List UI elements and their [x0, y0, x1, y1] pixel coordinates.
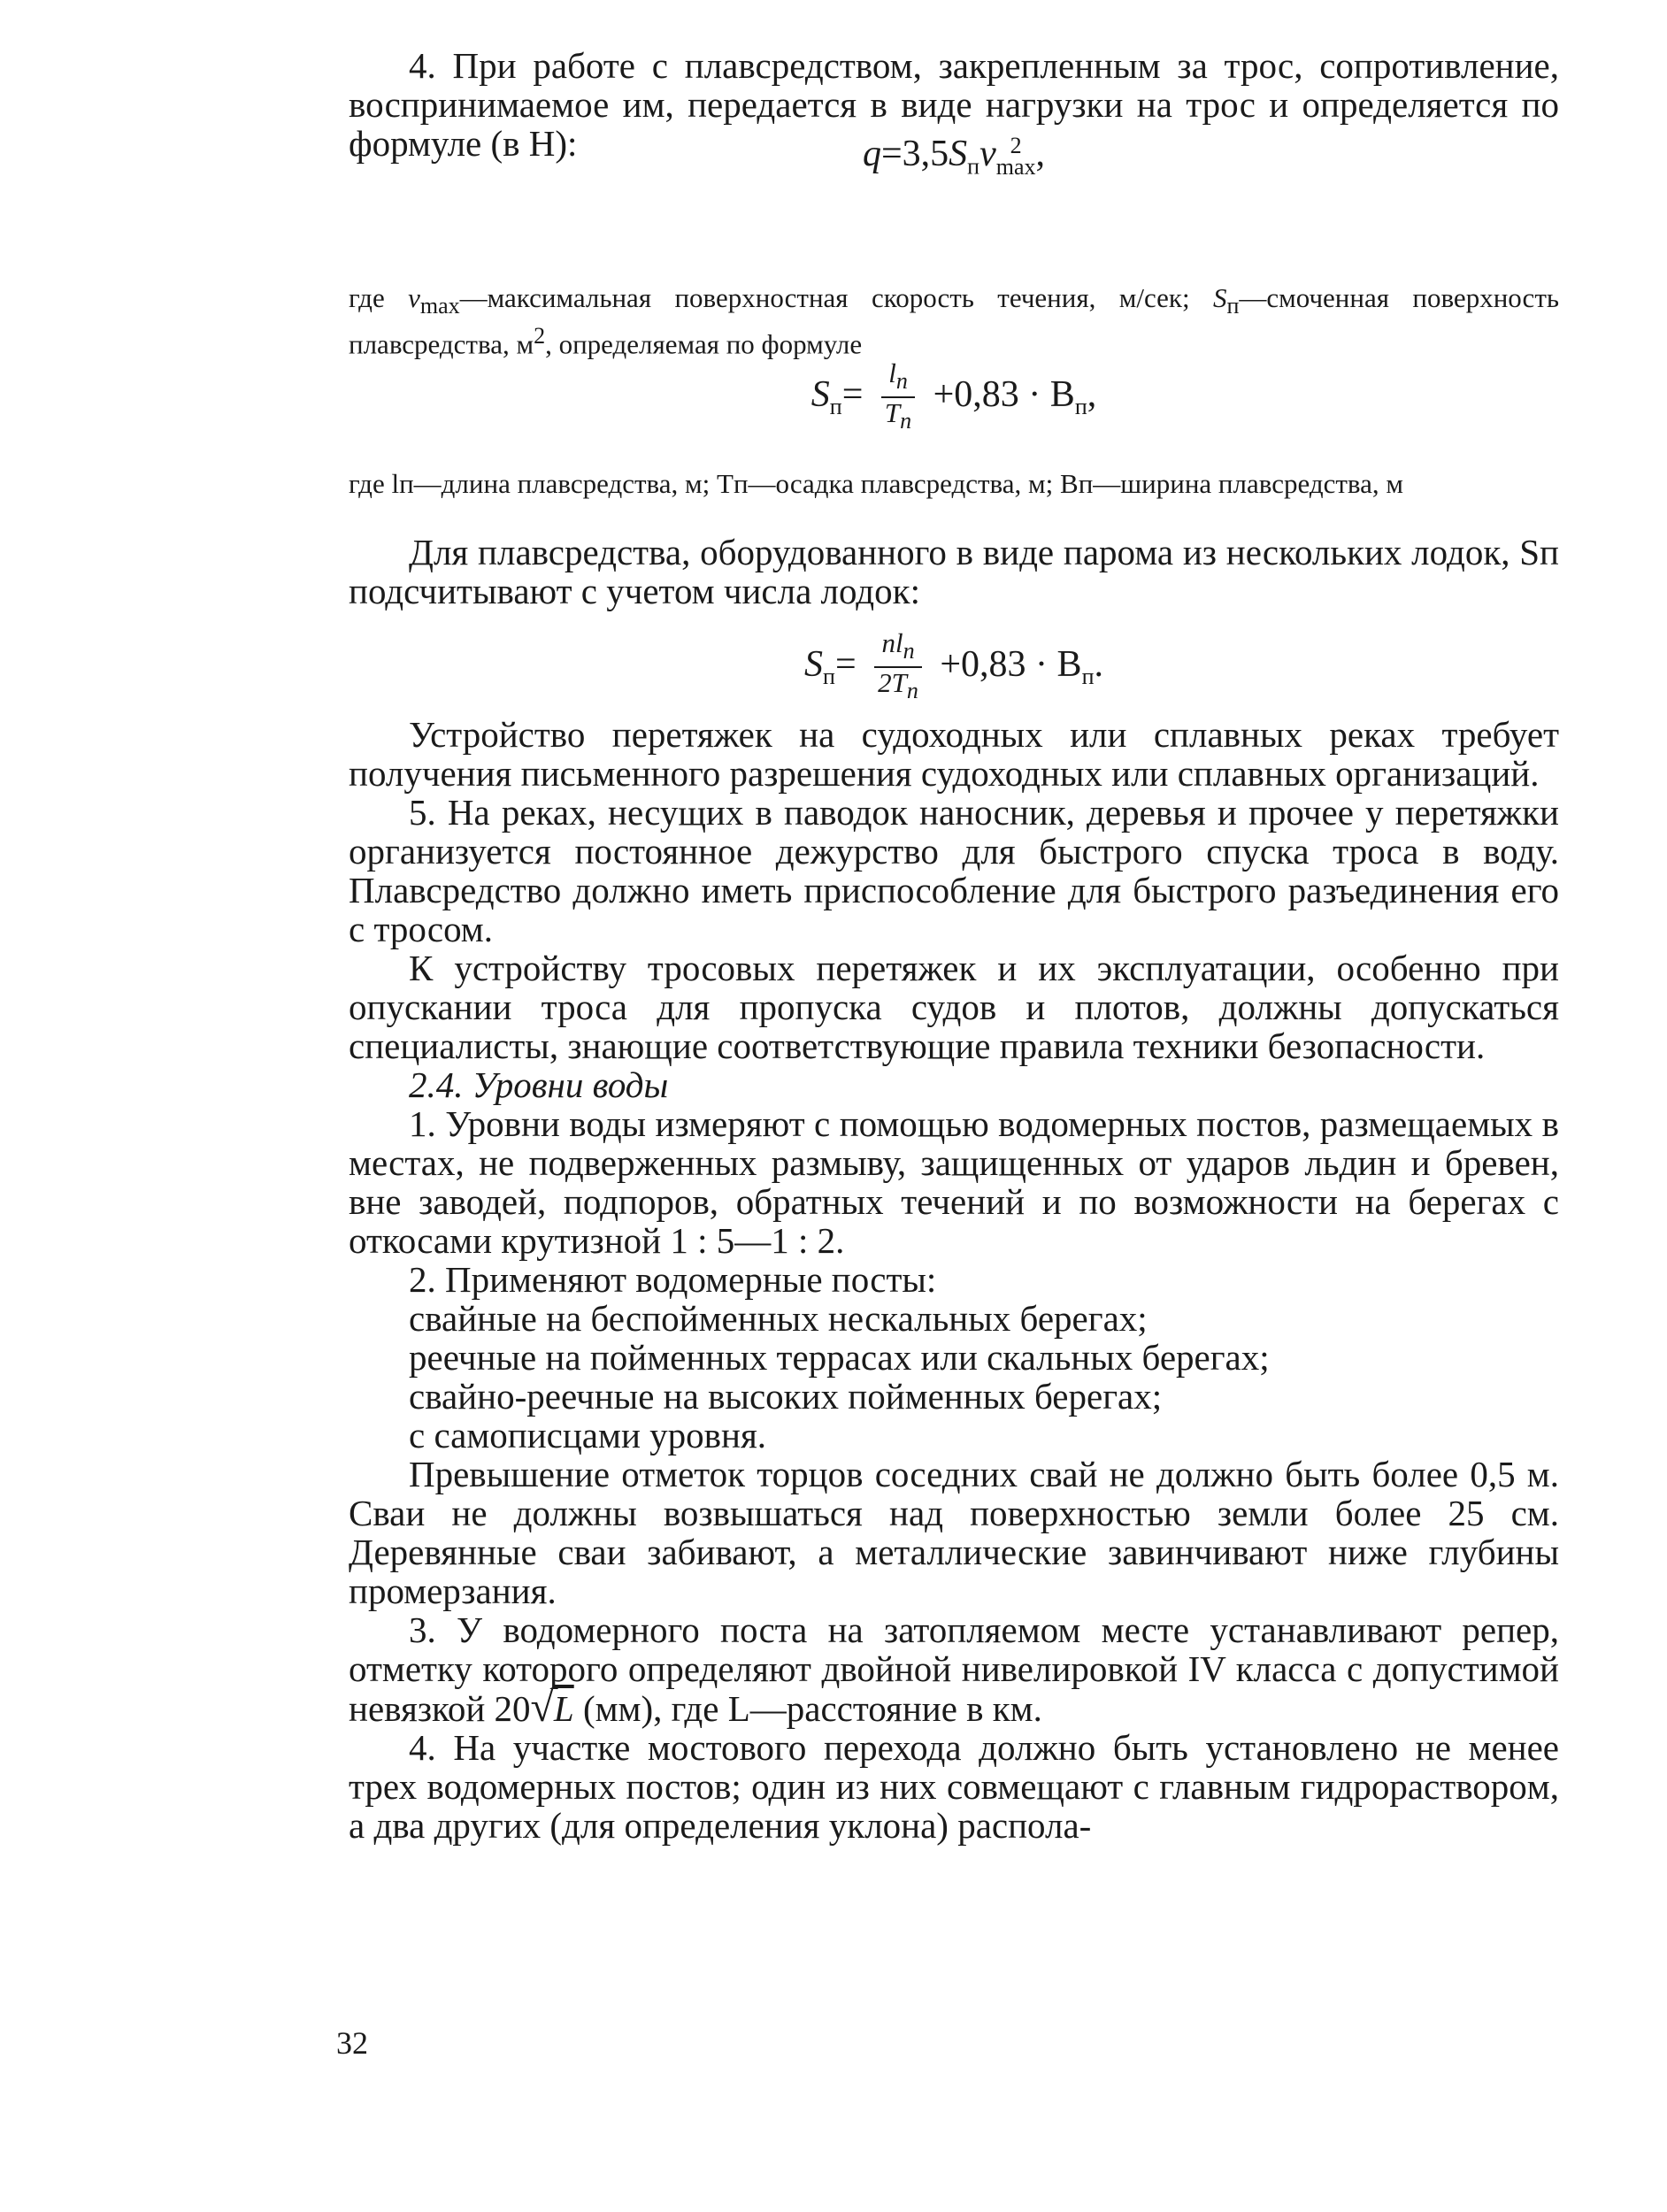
formula-v: v: [979, 134, 996, 174]
paragraph-levels-2: 2. Применяют водомерные посты:: [409, 1259, 937, 1300]
numerator-sub: п: [895, 368, 908, 395]
formula-rest-sub: п: [1081, 664, 1095, 690]
denominator: 2T: [878, 667, 907, 699]
note-v-sub: max: [419, 293, 460, 319]
denominator-sub: п: [900, 408, 912, 434]
formula-tail: ,: [1035, 134, 1046, 174]
formula-tail: .: [1094, 643, 1103, 685]
formula-s-sub: п: [829, 394, 842, 420]
note-text: —смоченная поверхность плавсредства, м: [349, 282, 1559, 360]
formula-rest: +0,83 · В: [933, 373, 1075, 415]
numerator: l: [888, 357, 896, 388]
paragraph-5: 5. На реках, несущих в паводок наносник, деревья и прочее у перетяжки организуется постоянное дежурство для быстрого спуска троса в воду. Плавсредство должно иметь приспособление для быстрого разъединения его с тросом.: [349, 792, 1559, 949]
note-text: где: [349, 282, 409, 313]
formula-ferry: [349, 628, 1559, 706]
note-s-sub: п: [1226, 293, 1240, 319]
formula-s: S: [804, 643, 824, 685]
formula-v-sub: max: [995, 154, 1036, 180]
formula-eq: =: [834, 643, 857, 685]
section-heading: 2.4. Уровни воды: [409, 1064, 669, 1105]
list-item: свайные на беспойменных нескальных берегах;: [409, 1298, 1148, 1339]
note-sup: 2: [534, 323, 546, 349]
paragraph-levels-3: [349, 1609, 1559, 1731]
formula-q: q: [862, 134, 881, 174]
note-lengths: где lп—длина плавсредства, м; Tп—осадка плавсредства, м; Вп—ширина плавсредства, м: [349, 468, 1404, 499]
text-run: (мм), где L—расстояние в км.: [573, 1688, 1042, 1729]
fraction: [878, 358, 918, 436]
paragraph-levels-4: 4. На участке мостового перехода должно быть установлено не менее трех водомерных постов; один из них совмещают с главным гидрорастворoм, а два других (для определения уклона) распола-: [349, 1727, 1559, 1846]
note-v: v: [408, 282, 420, 313]
formula-tail: ,: [1087, 373, 1097, 415]
formula-v-sup: 2: [1010, 133, 1022, 159]
sqrt-sign: √: [530, 1684, 554, 1731]
note-text: —максимальная поверхностная скорость течения, м/сек;: [459, 282, 1213, 313]
note-s: S: [1212, 282, 1227, 313]
denominator-sub: п: [906, 678, 918, 704]
paragraph-4-intro: 4. При работе с плавсредством, закрепленным за трос, сопротивление, воспринимаемое им, передается в виде нагрузки на трос и определяется по формуле (в Н):: [349, 45, 1559, 164]
paragraph-permission: Устройство перетяжек на судоходных или сплавных реках требует получения письменного разрешения судоходных или сплавных организаций.: [349, 714, 1559, 794]
note-text: , определяемая по формуле: [545, 328, 863, 360]
page-number: 32: [336, 2025, 368, 2061]
note-vmax: [349, 283, 1559, 360]
formula-surface: [349, 358, 1559, 436]
formula-rest-sub: п: [1074, 394, 1087, 420]
formula-s-sub: п: [823, 664, 835, 690]
numerator-sub: п: [903, 638, 915, 664]
formula-coef: =3,5: [880, 134, 949, 174]
formula-rest: +0,83 · В: [940, 643, 1082, 685]
list-item: свайно-реечные на высоких пойменных берегах;: [409, 1376, 1163, 1417]
list-item: реечные на пойменных террасах или скальных берегах;: [409, 1337, 1270, 1378]
formula-load: [349, 133, 1559, 180]
paragraph-ferry: Для плавсредства, оборудованного в виде парома из нескольких лодок, Sп подсчитывают с учетом числа лодок:: [349, 532, 1559, 611]
text-run: 3. У водомерного поста на затопляемом месте устанавливают репер, отметку которого определяют двойной нивелировкой IV класса с допустимой невязкой 20: [349, 1609, 1559, 1729]
numerator: nl: [881, 627, 903, 658]
formula-s-sub: п: [967, 153, 980, 180]
formula-eq: =: [841, 373, 864, 415]
paragraph-piles: Превышение отметок торцов соседних свай не должно быть более 0,5 м. Сваи не должны возвышаться над поверхностью земли более 25 см. Деревянные сваи забивают, а металлические завинчивают ниже глубины промерзания.: [349, 1454, 1559, 1611]
paragraph-specialists: К устройству тросовых перетяжек и их эксплуатации, особенно при опускании троса для пропуска судов и плотов, должны допускаться специалисты, знающие соответствующие правила техники безопасности.: [349, 948, 1559, 1066]
denominator: T: [884, 397, 901, 429]
paragraph-levels-1: 1. Уровни воды измеряют с помощью водомерных постов, размещаемых в местах, не подверженных размыву, защищенных от ударов льдин и бревен, вне заводей, подпоров, обратных течений и по возможности на берегах с откосами крутизной 1 : 5—1 : 2.: [349, 1103, 1559, 1261]
formula-s: S: [810, 373, 830, 415]
formula-s: S: [949, 134, 968, 174]
fraction: [871, 628, 926, 706]
sqrt-arg: L: [553, 1688, 574, 1729]
list-item: с самописцами уровня.: [409, 1415, 767, 1455]
